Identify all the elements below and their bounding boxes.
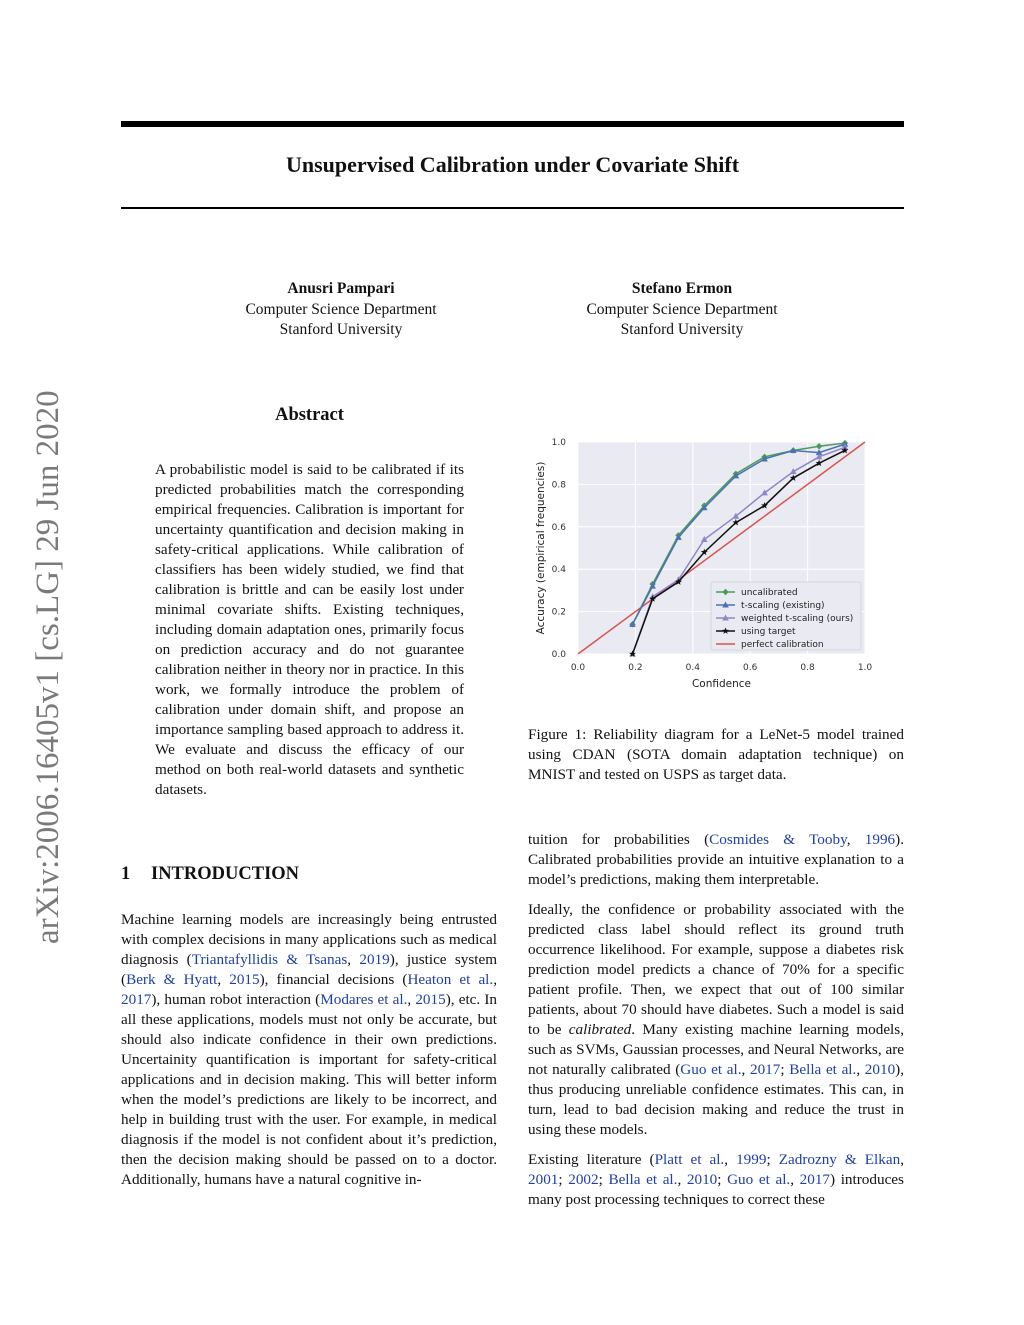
text-run: , <box>900 1151 905 1168</box>
citation-link[interactable]: 2010 <box>686 1171 718 1188</box>
abstract-text: A probabilistic model is said to be calibrated if its predicted probabilities match the corresponding empirical frequencies. Calibration is important for uncertainty quantification and decision making in safety-critical applications. While calibration of classifiers has been widely studied, we find that calibration is brittle and can be easily lost under minimal covariate shifts. Existing techniques, including domain adaptation ones, primarily focus on prediction accuracy and do not guarantee calibration neither in theory nor in practice. In this work, we formally introduce the problem of calibration under domain shift, and propose an importance sampling based approach to address it. We evaluate and discuss the efficacy of our method on both real-world datasets and synthetic datasets. <box>155 461 464 798</box>
text-run: Existing literature ( <box>528 1151 655 1168</box>
x-tick-label: 0.4 <box>685 663 700 673</box>
text-run: , <box>407 991 416 1008</box>
text-run: , <box>790 1171 800 1188</box>
text-run: ) introduces many post processing techniques to correct these <box>528 1171 904 1208</box>
text-run: , <box>724 1151 737 1168</box>
citation-link[interactable]: Modares et al. <box>320 991 408 1008</box>
text-run: , <box>856 1061 865 1078</box>
text-run: Machine learning models are increasingly being entrusted with complex decisions in many applications such as medical diagnosis ( <box>121 911 497 968</box>
citation-link[interactable]: Cosmides & Tooby <box>709 831 847 848</box>
author-department: Computer Science Department <box>245 300 437 318</box>
author-name: Stefano Ermon <box>631 280 733 297</box>
text-run: Ideally, the confidence or probability associated with the predicted class label should reflect its ground truth occurrence likelihood. For example, suppose a diabetes risk prediction model predicts a chance of 70% for a specific patient profile. Then, we expect that out of 100 similar patients, about 70 should have diabetes. Such a model is said to be <box>528 901 904 1038</box>
text-run: , <box>493 971 497 988</box>
y-tick-label: 0.4 <box>551 565 566 576</box>
y-tick-label: 0.2 <box>551 607 566 618</box>
x-tick-label: 0.8 <box>800 663 815 673</box>
emphasis: calibrated <box>568 1021 632 1038</box>
legend-label: using target <box>741 627 796 637</box>
legend-label: perfect calibration <box>741 640 824 650</box>
citation-link[interactable]: Guo et al. <box>680 1061 742 1078</box>
legend-label: uncalibrated <box>741 588 798 598</box>
citation-link[interactable]: Triantafyllidis & Tsanas <box>191 951 348 968</box>
citation-link[interactable]: 2001 <box>528 1171 559 1188</box>
x-axis-label: Confidence <box>691 678 752 690</box>
author-department: Computer Science Department <box>586 300 778 318</box>
citation-link[interactable]: 2017 <box>799 1171 831 1188</box>
intro-paragraph-1 <box>121 910 497 1190</box>
x-tick-label: 0.2 <box>628 663 643 673</box>
y-tick-label: 0.8 <box>551 480 566 491</box>
legend-label: weighted t-scaling (ours) <box>741 614 854 624</box>
y-tick-label: 0.0 <box>551 650 566 660</box>
text-run: ), financial decisions ( <box>259 971 408 988</box>
text-run: , <box>217 971 230 988</box>
text-run: ; <box>717 1171 728 1188</box>
section-title: INTRODUCTION <box>151 864 300 884</box>
text-run: ; <box>598 1171 609 1188</box>
citation-link[interactable]: 2017 <box>749 1061 781 1078</box>
citation-link[interactable]: Heaton et al. <box>407 971 494 988</box>
title-bottom-rule <box>121 207 904 209</box>
author-institution: Stanford University <box>620 321 744 338</box>
text-run: ; <box>766 1151 779 1168</box>
citation-link[interactable]: 2015 <box>415 991 446 1008</box>
paper-title: Unsupervised Calibration under Covariate Shift <box>285 152 740 177</box>
abstract-heading: Abstract <box>275 405 344 425</box>
top-rule <box>121 121 904 127</box>
x-tick-label: 1.0 <box>857 663 873 673</box>
text-run: ), thus producing unreliable confidence estimates. This can, in turn, lead to bad decision making and reduce the trust in using these models. <box>528 1061 905 1138</box>
intro-paragraph-4 <box>528 1150 904 1210</box>
figure-caption: Figure 1: Reliability diagram for a LeNet-5 model trained using CDAN (SOTA domain adaptation technique) on MNIST and tested on USPS as target data. <box>528 726 904 783</box>
citation-link[interactable]: 2002 <box>568 1171 599 1188</box>
text-run: ), human robot interaction ( <box>151 991 321 1008</box>
text-run: tuition for probabilities ( <box>528 831 710 848</box>
text-run: ; <box>558 1171 569 1188</box>
chart-svg <box>528 436 904 696</box>
author-block-2 <box>532 279 832 341</box>
text-run: ), justice system ( <box>121 951 498 988</box>
citation-link[interactable]: 2010 <box>864 1061 896 1078</box>
left-column <box>121 910 497 1200</box>
legend-label: t-scaling (existing) <box>741 601 825 611</box>
citation-link[interactable]: Platt et al. <box>654 1151 725 1168</box>
citation-link[interactable]: Guo et al. <box>727 1171 791 1188</box>
author-name: Anusri Pampari <box>287 280 395 297</box>
intro-paragraph-3 <box>528 900 904 1140</box>
text-run: ), etc. In all these applications, models must not only be accurate, but should also indicate confidence in their own predictions. Uncertainity quantification is important for safety-critical applications and in decision making. This will better inform when the model’s predictions are likely to be incorrect, and help in building trust with the user. For example, in medical diagnosis if the model is not confident about it’s prediction, then the decision making should be passed on to a doctor. Additionally, humans have a natural cognitive in- <box>121 991 498 1188</box>
author-institution: Stanford University <box>279 321 403 338</box>
reliability-diagram <box>528 436 904 696</box>
y-tick-label: 0.6 <box>551 522 566 533</box>
text-run: , <box>347 951 360 968</box>
intro-paragraph-2 <box>528 830 904 890</box>
author-block-1 <box>191 279 491 341</box>
x-tick-label: 0.0 <box>570 663 586 673</box>
right-column <box>528 830 904 1220</box>
section-number: 1 <box>121 864 131 884</box>
citation-link[interactable]: 2017 <box>121 991 152 1008</box>
section-heading <box>121 864 299 885</box>
citation-link[interactable]: Bella et al. <box>608 1171 678 1188</box>
citation-link[interactable]: 1996 <box>864 831 896 848</box>
text-run: , <box>846 831 865 848</box>
citation-link[interactable]: 2015 <box>229 971 260 988</box>
arxiv-stamp: arXiv:2006.16405v1 [cs.LG] 29 Jun 2020 <box>30 390 66 944</box>
citation-link[interactable]: 1999 <box>736 1151 767 1168</box>
citation-link[interactable]: 2019 <box>359 951 390 968</box>
x-tick-label: 0.6 <box>743 663 758 673</box>
citation-link[interactable]: Bella et al. <box>789 1061 857 1078</box>
citation-link[interactable]: Berk & Hyatt <box>126 971 218 988</box>
citation-link[interactable]: Zadrozny & Elkan <box>778 1151 901 1168</box>
text-run: , <box>741 1061 750 1078</box>
y-tick-label: 1.0 <box>551 438 566 448</box>
text-run: . Many existing machine learning models, such as SVMs, Gaussian processes, and Neural Networks, are not naturally calibrated ( <box>528 1021 904 1078</box>
text-run: ; <box>780 1061 790 1078</box>
y-axis-label: Accuracy (empirical frequencies) <box>535 461 547 635</box>
text-run: ). Calibrated probabilities provide an intuitive explanation to a model’s predictions, making them interpretable. <box>528 831 904 888</box>
text-run: , <box>677 1171 687 1188</box>
